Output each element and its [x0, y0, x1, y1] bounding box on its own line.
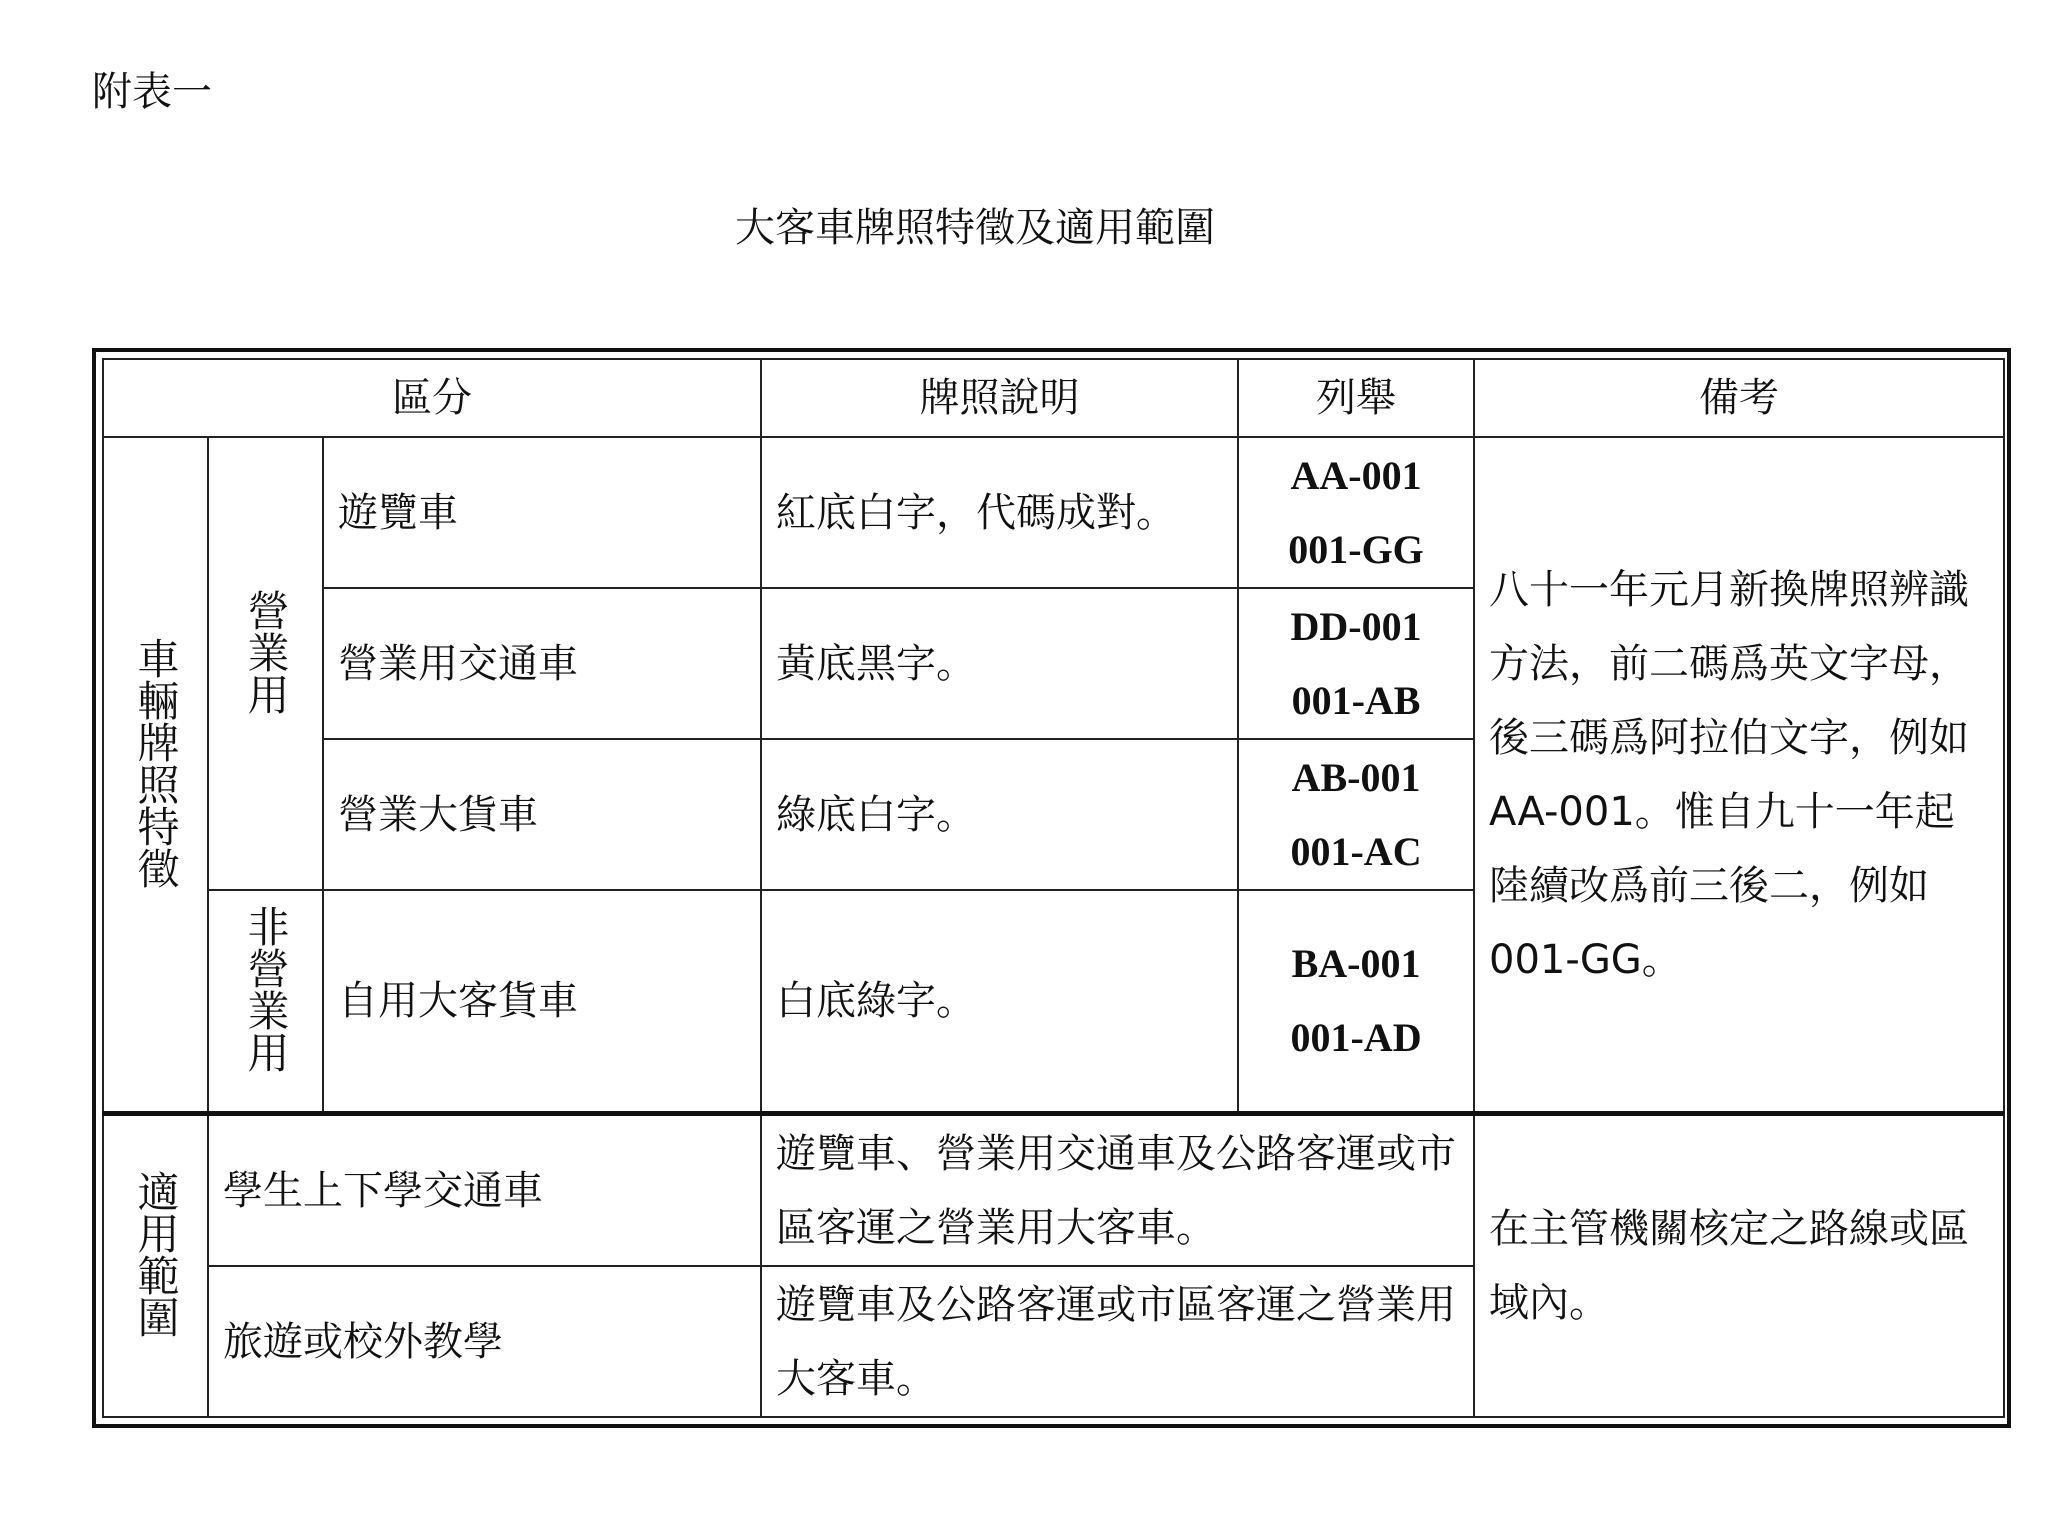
scope-type-cell: 旅遊或校外教學 — [208, 1266, 761, 1417]
document-title: 大客車牌照特徵及適用範圍 — [735, 205, 1215, 251]
example-plate: BA-001 — [1291, 941, 1421, 987]
example-plate: 001-GG — [1288, 526, 1424, 572]
example-plate: AA-001 — [1290, 452, 1422, 498]
example-plate: 001-AB — [1291, 677, 1421, 723]
header-plate-description: 牌照說明 — [761, 359, 1238, 437]
table-row — [103, 1114, 2004, 1266]
non-commercial-label: 非營業用 — [208, 890, 323, 1113]
example-plate: 001-AD — [1290, 1015, 1422, 1061]
plate-description-cell: 綠底白字。 — [761, 739, 1238, 890]
plate-remarks-cell: 八十一年元月新換牌照辨識方法，前二碼爲英文字母，後三碼爲阿拉伯文字，例如 AA-001。惟自九十一年起陸續改爲前三後二，例如 001-GG。 — [1474, 437, 2004, 1113]
example-cell — [1238, 588, 1474, 739]
example-plate: AB-001 — [1291, 754, 1421, 800]
example-cell — [1238, 437, 1474, 588]
scope-description-cell: 遊覽車及公路客運或市區客運之營業用大客車。 — [761, 1266, 1474, 1417]
scope-description-cell: 遊覽車、營業用交通車及公路客運或市區客運之營業用大客車。 — [761, 1114, 1474, 1266]
scope-remarks-cell: 在主管機關核定之路線或區域內。 — [1474, 1114, 2004, 1417]
header-category: 區分 — [103, 359, 761, 437]
vehicle-type-cell: 自用大客貨車 — [323, 890, 761, 1113]
example-plate: DD-001 — [1290, 603, 1422, 649]
header-examples: 列舉 — [1238, 359, 1474, 437]
example-cell — [1238, 739, 1474, 890]
example-plate: 001-AC — [1290, 828, 1422, 874]
scope-group-label: 適用範圍 — [103, 1114, 208, 1417]
plate-description-cell: 紅底白字，代碼成對。 — [761, 437, 1238, 588]
table-row — [103, 437, 2004, 588]
header-remarks: 備考 — [1474, 359, 2004, 437]
vehicle-type-cell: 營業大貨車 — [323, 739, 761, 890]
plate-table — [102, 358, 2005, 1418]
example-cell — [1238, 890, 1474, 1113]
vehicle-type-cell: 營業用交通車 — [323, 588, 761, 739]
plate-description-cell: 黃底黑字。 — [761, 588, 1238, 739]
plate-description-cell: 白底綠字。 — [761, 890, 1238, 1113]
table-header-row — [103, 359, 2004, 437]
appendix-label: 附表一 — [92, 69, 212, 115]
plate-features-group-label: 車輛牌照特徵 — [103, 437, 208, 1113]
plate-table-frame — [92, 348, 2011, 1428]
vehicle-type-cell: 遊覽車 — [323, 437, 761, 588]
commercial-label: 營業用 — [208, 437, 323, 890]
scope-type-cell: 學生上下學交通車 — [208, 1114, 761, 1266]
